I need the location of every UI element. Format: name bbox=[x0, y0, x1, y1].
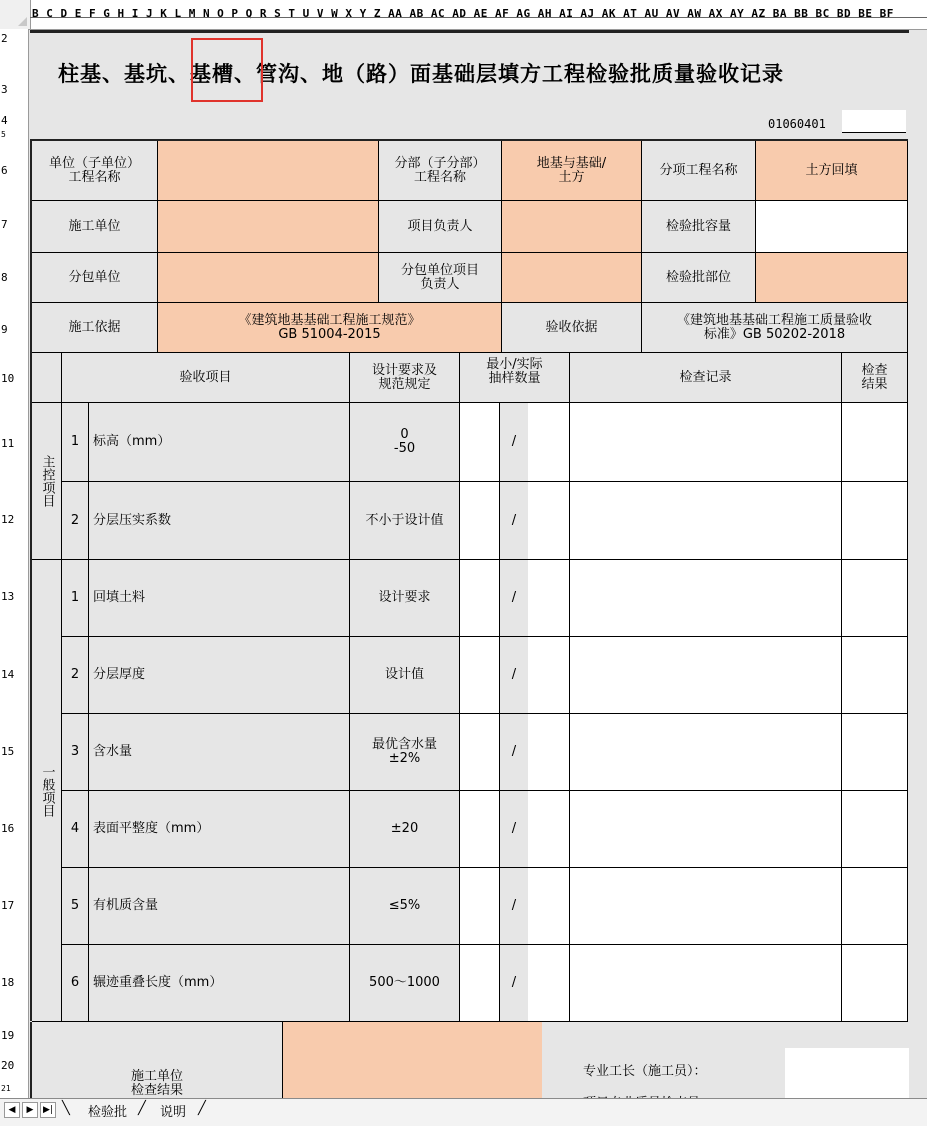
slash: / bbox=[500, 637, 528, 714]
general-item-name: 表面平整度（mm） bbox=[89, 791, 350, 868]
check-record-cell[interactable] bbox=[570, 403, 842, 482]
actual-sample-cell[interactable] bbox=[528, 868, 570, 945]
inspection-result-area bbox=[30, 1022, 909, 1098]
actual-sample-cell[interactable] bbox=[528, 714, 570, 791]
slash: / bbox=[500, 403, 528, 482]
check-record-cell[interactable] bbox=[570, 637, 842, 714]
row-number[interactable]: 15 bbox=[1, 745, 15, 758]
min-sample-cell[interactable] bbox=[460, 868, 500, 945]
check-result-cell[interactable] bbox=[842, 482, 908, 560]
form-table bbox=[30, 139, 908, 1021]
check-result-label: 施工单位 检查结果 bbox=[32, 1022, 283, 1098]
header-sample: 最小/实际 抽样数量 bbox=[460, 353, 570, 403]
row-number[interactable]: 10 bbox=[1, 372, 15, 385]
highlight-box bbox=[191, 38, 263, 102]
first-sheet-icon[interactable]: ◀ bbox=[4, 1102, 20, 1118]
slash: / bbox=[500, 945, 528, 1022]
item-name-label: 分项工程名称 bbox=[642, 141, 756, 201]
main-item-spec: 不小于设计值 bbox=[350, 482, 460, 560]
general-item-spec: 设计要求 bbox=[350, 560, 460, 637]
form-code-input-cell[interactable] bbox=[842, 110, 906, 133]
contractor-label: 施工单位 bbox=[32, 201, 158, 253]
row-number[interactable]: 18 bbox=[1, 976, 15, 989]
row-number[interactable]: 8 bbox=[1, 271, 8, 284]
row-number[interactable]: 7 bbox=[1, 218, 8, 231]
foreman-signature-cell[interactable] bbox=[785, 1048, 909, 1098]
min-sample-cell[interactable] bbox=[460, 791, 500, 868]
check-result-cell[interactable] bbox=[842, 403, 908, 482]
general-item-spec: ±20 bbox=[350, 791, 460, 868]
next-sheet-icon[interactable]: ▶| bbox=[40, 1102, 56, 1118]
unit-name-cell[interactable] bbox=[158, 141, 379, 201]
min-sample-cell[interactable] bbox=[460, 714, 500, 791]
check-result-cell[interactable] bbox=[842, 791, 908, 868]
check-result-cell[interactable] bbox=[842, 868, 908, 945]
row-number[interactable]: 11 bbox=[1, 437, 15, 450]
general-item-no: 2 bbox=[62, 637, 89, 714]
min-sample-cell[interactable] bbox=[460, 945, 500, 1022]
main-item-name: 分层压实系数 bbox=[89, 482, 350, 560]
check-record-cell[interactable] bbox=[570, 945, 842, 1022]
check-record-cell[interactable] bbox=[570, 560, 842, 637]
acceptance-basis-label: 验收依据 bbox=[502, 303, 642, 353]
min-sample-cell[interactable] bbox=[460, 403, 500, 482]
acceptance-basis-value: 《建筑地基基础工程施工质量验收 标准》GB 50202-2018 bbox=[642, 303, 908, 353]
general-group-label: 一般项目 bbox=[32, 560, 62, 1022]
row-number[interactable]: 12 bbox=[1, 513, 15, 526]
project-manager-cell[interactable] bbox=[502, 201, 642, 253]
general-item-no: 4 bbox=[62, 791, 89, 868]
batch-location-label: 检验批部位 bbox=[642, 253, 756, 303]
subdivision-value[interactable]: 地基与基础/ 土方 bbox=[502, 141, 642, 201]
general-item-name: 回填土料 bbox=[89, 560, 350, 637]
construction-basis-value[interactable]: 《建筑地基基础工程施工规范》 GB 51004-2015 bbox=[158, 303, 502, 353]
general-item-no: 1 bbox=[62, 560, 89, 637]
select-all-corner[interactable] bbox=[0, 0, 31, 29]
check-record-cell[interactable] bbox=[570, 482, 842, 560]
general-item-no: 6 bbox=[62, 945, 89, 1022]
row-number[interactable]: 20 bbox=[1, 1059, 15, 1072]
form-title: 柱基、基坑、基槽、管沟、地（路）面基础层填方工程检验批质量验收记录 bbox=[58, 62, 784, 86]
check-record-cell[interactable] bbox=[570, 714, 842, 791]
check-record-cell[interactable] bbox=[570, 868, 842, 945]
row-header-bar bbox=[0, 29, 29, 1098]
actual-sample-cell[interactable] bbox=[528, 482, 570, 560]
actual-sample-cell[interactable] bbox=[528, 403, 570, 482]
slash: / bbox=[500, 482, 528, 560]
row-number[interactable]: 3 bbox=[1, 83, 8, 96]
general-item-name: 有机质含量 bbox=[89, 868, 350, 945]
min-sample-cell[interactable] bbox=[460, 482, 500, 560]
general-item-spec: 设计值 bbox=[350, 637, 460, 714]
main-item-no: 2 bbox=[62, 482, 89, 560]
subcontractor-label: 分包单位 bbox=[32, 253, 158, 303]
check-result-cell[interactable] bbox=[283, 1022, 542, 1098]
header-item: 验收项目 bbox=[62, 353, 350, 403]
actual-sample-cell[interactable] bbox=[528, 560, 570, 637]
sheet-tab-bar: ◀ ▶ ▶| ╲ 检验批 ╱ 说明 ╱ bbox=[0, 1098, 927, 1126]
row-number[interactable]: 5 bbox=[1, 130, 6, 139]
slash: / bbox=[500, 714, 528, 791]
min-sample-cell[interactable] bbox=[460, 637, 500, 714]
main-item-spec: 0 -50 bbox=[350, 403, 460, 482]
column-letters[interactable]: B C D E F G H I J K L M N O P Q R S T U V W X Y Z AA AB AC AD AE AF AG AH AI AJ AK AT AU AV AW AX AY AZ BA BB BC BD BE BF bbox=[32, 7, 894, 20]
row-number[interactable]: 21 bbox=[1, 1084, 11, 1093]
general-item-name: 含水量 bbox=[89, 714, 350, 791]
row-number[interactable]: 16 bbox=[1, 822, 15, 835]
general-item-no: 3 bbox=[62, 714, 89, 791]
row-number[interactable]: 9 bbox=[1, 323, 8, 336]
actual-sample-cell[interactable] bbox=[528, 791, 570, 868]
item-name-value[interactable]: 土方回填 bbox=[756, 141, 908, 201]
sub-manager-cell[interactable] bbox=[502, 253, 642, 303]
row-number[interactable]: 14 bbox=[1, 668, 15, 681]
slash: / bbox=[500, 791, 528, 868]
slash: / bbox=[500, 868, 528, 945]
batch-capacity-cell[interactable] bbox=[756, 201, 908, 253]
column-header-bar bbox=[0, 0, 927, 30]
tab-notes[interactable]: 说明 bbox=[160, 1105, 187, 1120]
sub-manager-label: 分包单位项目 负责人 bbox=[379, 253, 502, 303]
general-item-no: 5 bbox=[62, 868, 89, 945]
contractor-cell[interactable] bbox=[158, 201, 379, 253]
min-sample-cell[interactable] bbox=[460, 560, 500, 637]
project-manager-label: 项目负责人 bbox=[379, 201, 502, 253]
row-number[interactable]: 17 bbox=[1, 899, 15, 912]
row-number[interactable]: 13 bbox=[1, 590, 15, 603]
slash: / bbox=[500, 560, 528, 637]
check-result-cell[interactable] bbox=[842, 945, 908, 1022]
header-record: 检查记录 bbox=[570, 353, 842, 403]
form-code: 01060401 bbox=[768, 117, 826, 131]
unit-name-label: 单位（子单位） 工程名称 bbox=[32, 141, 158, 201]
actual-sample-cell[interactable] bbox=[528, 945, 570, 1022]
header-result: 检查 结果 bbox=[842, 353, 908, 403]
check-result-cell[interactable] bbox=[842, 560, 908, 637]
general-item-name: 辗迹重叠长度（mm） bbox=[89, 945, 350, 1022]
construction-basis-label: 施工依据 bbox=[32, 303, 158, 353]
check-result-cell[interactable] bbox=[842, 714, 908, 791]
header-design: 设计要求及 规范规定 bbox=[350, 353, 460, 403]
row-number[interactable]: 2 bbox=[1, 32, 8, 45]
subdivision-label: 分部（子分部） 工程名称 bbox=[379, 141, 502, 201]
subcontractor-cell[interactable] bbox=[158, 253, 379, 303]
row-number[interactable]: 19 bbox=[1, 1029, 15, 1042]
row-number[interactable]: 6 bbox=[1, 164, 8, 177]
general-item-name: 分层厚度 bbox=[89, 637, 350, 714]
general-item-spec: 500～1000 bbox=[350, 945, 460, 1022]
row-number[interactable]: 4 bbox=[1, 114, 8, 127]
batch-capacity-label: 检验批容量 bbox=[642, 201, 756, 253]
foreman-label: 专业工长（施工员）： bbox=[583, 1064, 707, 1079]
check-result-cell[interactable] bbox=[842, 637, 908, 714]
general-item-spec: ≤5% bbox=[350, 868, 460, 945]
main-item-no: 1 bbox=[62, 403, 89, 482]
actual-sample-cell[interactable] bbox=[528, 637, 570, 714]
check-record-cell[interactable] bbox=[570, 791, 842, 868]
prev-sheet-icon[interactable]: ▶ bbox=[22, 1102, 38, 1118]
batch-location-cell[interactable] bbox=[756, 253, 908, 303]
general-item-spec: 最优含水量 ±2% bbox=[350, 714, 460, 791]
main-item-name: 标高（mm） bbox=[89, 403, 350, 482]
tab-inspection-batch[interactable]: 检验批 bbox=[88, 1105, 128, 1120]
main-control-group-label: 主控项目 bbox=[32, 403, 62, 560]
